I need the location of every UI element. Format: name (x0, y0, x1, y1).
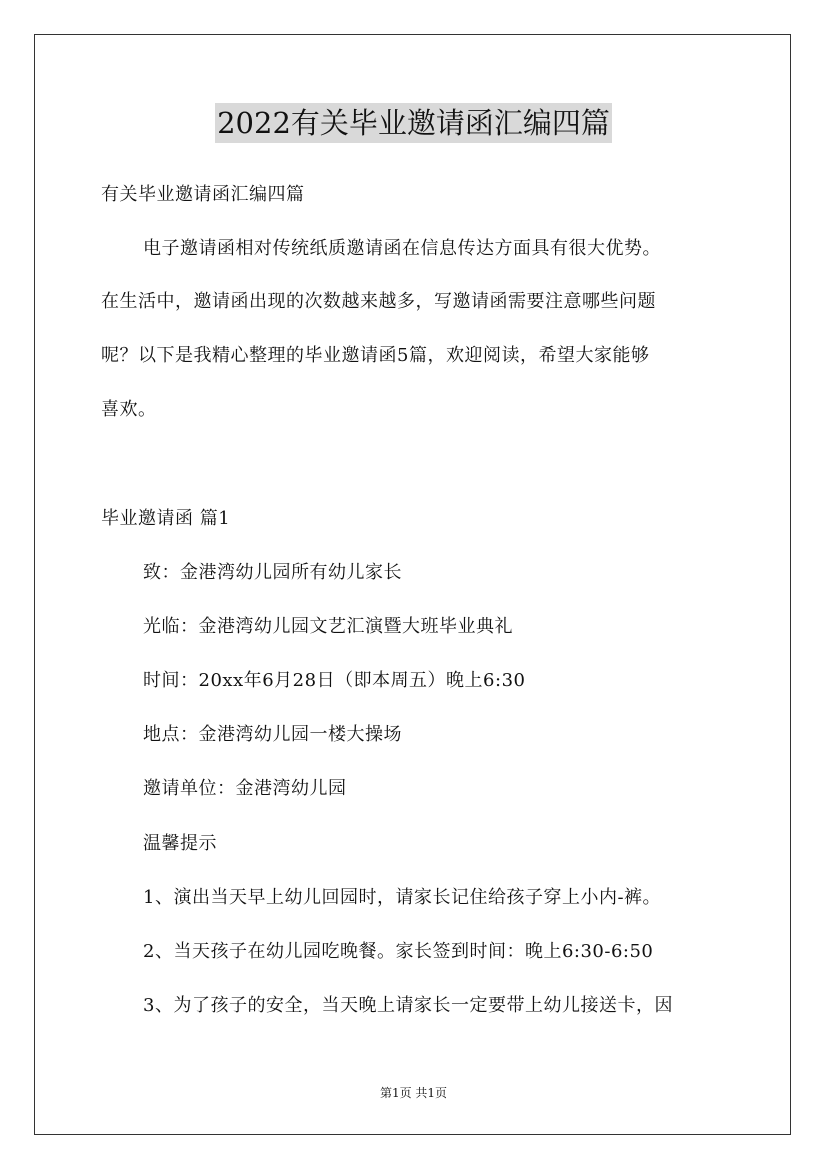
section-line-tip-2: 2、当天孩子在幼儿园吃晚餐。家长签到时间：晚上6:30-6:50 (143, 941, 654, 962)
intro-line-2: 在生活中，邀请函出现的次数越来越多，写邀请函需要注意哪些问题 (101, 291, 656, 312)
section-line-tips-heading: 温馨提示 (143, 833, 217, 854)
page-number-label: 第1页 共1页 (379, 1086, 448, 1100)
section-line-location: 地点：金港湾幼儿园一楼大操场 (143, 724, 402, 745)
intro-line-4: 喜欢。 (101, 399, 157, 420)
section-line-event: 光临：金港湾幼儿园文艺汇演暨大班毕业典礼 (143, 616, 513, 637)
section-line-tip-3: 3、为了孩子的安全，当天晚上请家长一定要带上幼儿接送卡，因 (143, 995, 673, 1016)
section-line-to: 致：金港湾幼儿园所有幼儿家长 (143, 562, 402, 583)
section-line-host: 邀请单位：金港湾幼儿园 (143, 778, 347, 799)
section-line-tip-1: 1、演出当天早上幼儿回园时，请家长记住给孩子穿上小内-裤。 (143, 887, 662, 908)
page-footer (0, 1085, 827, 1101)
title-container (0, 103, 827, 143)
intro-line-1: 电子邀请函相对传统纸质邀请函在信息传达方面具有很大优势。 (143, 238, 661, 259)
document-subtitle: 有关毕业邀请函汇编四篇 (101, 184, 305, 205)
document-title: 2022有关毕业邀请函汇编四篇 (215, 103, 612, 143)
section-heading: 毕业邀请函 篇1 (101, 508, 231, 529)
section-line-time: 时间：20xx年6月28日（即本周五）晚上6:30 (143, 670, 526, 691)
intro-line-3: 呢？以下是我精心整理的毕业邀请函5篇，欢迎阅读，希望大家能够 (101, 345, 650, 366)
